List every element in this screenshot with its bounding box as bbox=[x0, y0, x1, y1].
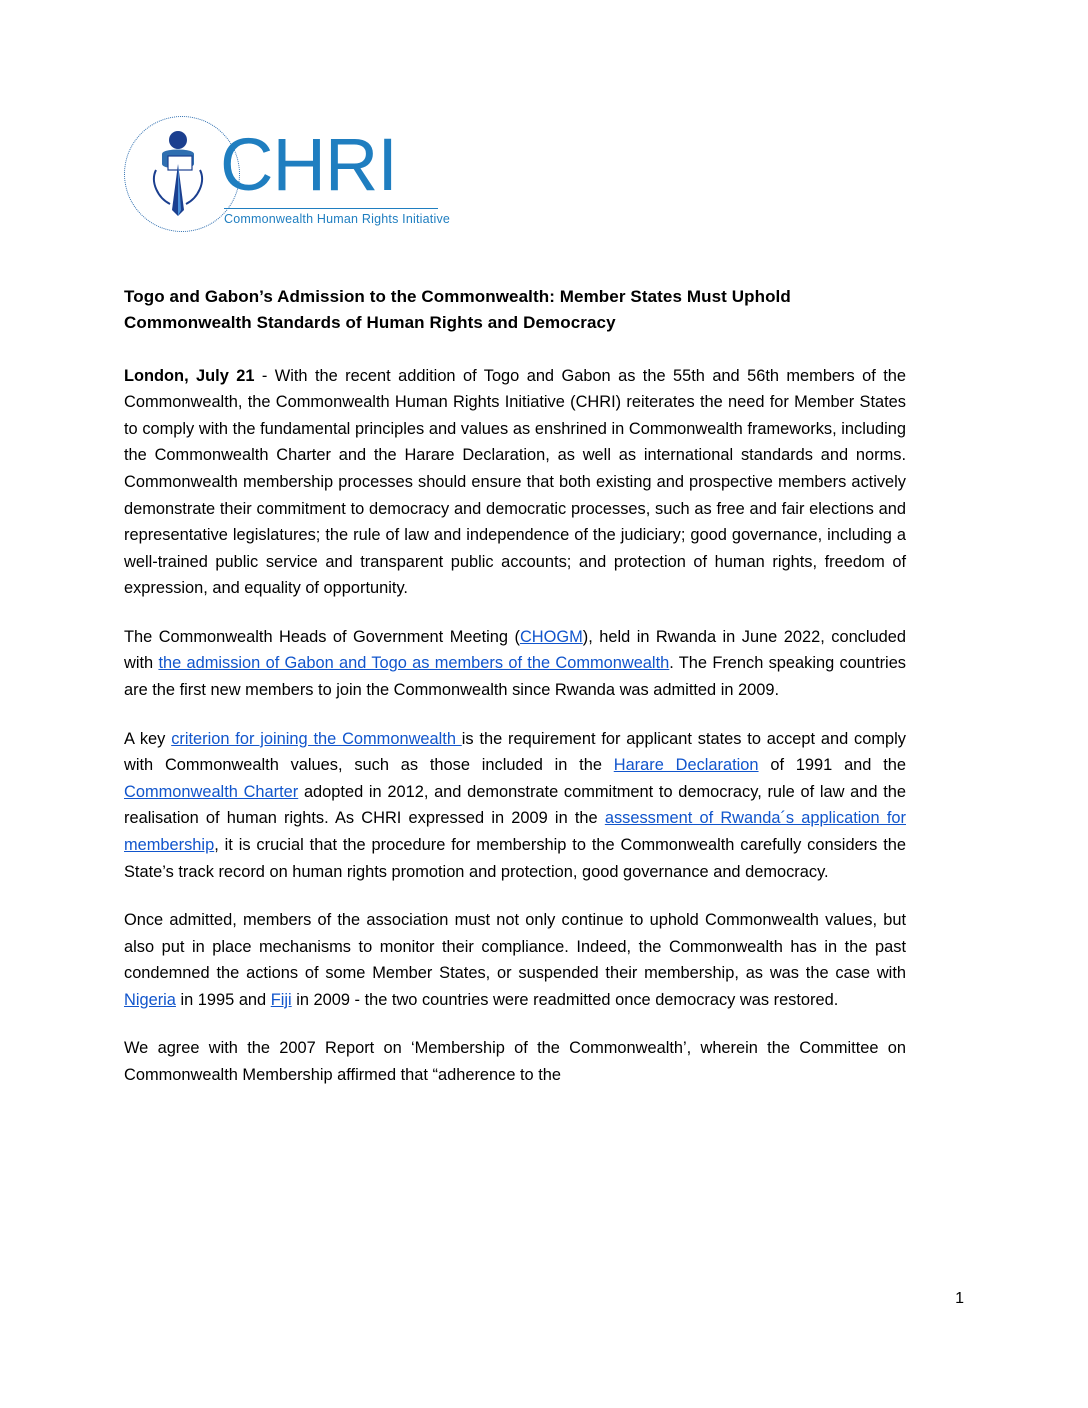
paragraph-report-2007: We agree with the 2007 Report on ‘Membership of the Commonwealth’, wherein the Committee on Commonwealth Membership affirmed that “adherence to the bbox=[124, 1039, 906, 1084]
logo-underline bbox=[224, 208, 438, 209]
link-rwanda-assessment[interactable]: assessment of Rwanda´s application for membership bbox=[124, 809, 906, 854]
link-commonwealth-charter[interactable]: Commonwealth Charter bbox=[124, 782, 299, 801]
paragraph-chogm bbox=[124, 624, 906, 704]
paragraph-compliance bbox=[124, 907, 906, 1013]
link-chogm[interactable]: CHOGM bbox=[519, 627, 583, 646]
p3-text-e: , it is crucial that the procedure for membership to the Commonwealth carefully considers the State’s track record on human rights promotion and protection, good governance and democracy. bbox=[124, 835, 906, 881]
link-admission-gabon-togo[interactable]: the admission of Gabon and Togo as members of the Commonwealth bbox=[158, 654, 670, 673]
logo-wordmark: CHRI bbox=[220, 123, 397, 206]
p3-text-d: adopted in 2012, and demonstrate commitment to democracy, rule of law and the realisation of human rights. As CHRI expressed in 2009 in the bbox=[124, 782, 907, 828]
paragraph-intro bbox=[124, 363, 906, 602]
page-number: 1 bbox=[955, 1290, 964, 1307]
paragraph-criteria bbox=[124, 726, 906, 885]
p2-text-a: The Commonwealth Heads of Government Meeting ( bbox=[124, 627, 520, 646]
paragraph-intro-text: - With the recent addition of Togo and Gabon as the 55th and 56th members of the Commonwealth, the Commonwealth Human Rights Initiative (CHRI) reiterates the need for Member States to comply with the fundamental principles and values as enshrined in Commonwealth frameworks, including the Commonwealth Charter and the Harare Declaration, as well as international standards and norms. Commonwealth membership processes should ensure that both existing and prospective members actively demonstrate their commitment to democracy and democratic processes, such as free and fair elections and representative legislatures; the rule of law and independence of the judiciary; good governance, including a well-trained public service and transparent public accounts; and protection of human rights, freedom of expression, and equality of opportunity. bbox=[124, 366, 906, 598]
dateline: London, July 21 bbox=[124, 366, 255, 385]
link-criterion-joining[interactable]: criterion for joining the Commonwealth bbox=[171, 729, 462, 748]
document-body bbox=[124, 284, 906, 1089]
p2-text-b: ), held in Rwanda in June 2022, concluded with bbox=[124, 627, 906, 673]
p4-text-c: in 2009 - the two countries were readmitted once democracy was restored. bbox=[291, 990, 839, 1009]
p4-text-b: in 1995 and bbox=[175, 990, 271, 1009]
link-nigeria[interactable]: Nigeria bbox=[124, 990, 176, 1009]
chri-emblem-icon bbox=[148, 130, 216, 218]
link-fiji[interactable]: Fiji bbox=[270, 990, 292, 1009]
p3-text-a: A key bbox=[124, 729, 172, 748]
logo-subtitle: Commonwealth Human Rights Initiative bbox=[224, 212, 451, 226]
p4-text-a: Once admitted, members of the association must not only continue to uphold Commonwealth values, but also put in place mechanisms to monitor their compliance. Indeed, the Commonwealth has in the past condemned the actions of some Member States, or suspended their membership, as was the case with bbox=[124, 911, 906, 983]
link-harare-declaration[interactable]: Harare Declaration bbox=[613, 756, 759, 775]
chri-logo bbox=[124, 116, 464, 240]
page-title: Togo and Gabon’s Admission to the Commonwealth: Member States Must Uphold Commonwealth Standards of Human Rights and Democracy bbox=[124, 287, 791, 333]
p3-text-c: of 1991 and the bbox=[758, 756, 906, 775]
p3-text-b: is the requirement for applicant states to accept and comply with Commonwealth values, such as those included in the bbox=[124, 729, 906, 775]
p2-text-c: . The French speaking countries are the first new members to join the Commonwealth since Rwanda was admitted in 2009. bbox=[124, 654, 907, 700]
